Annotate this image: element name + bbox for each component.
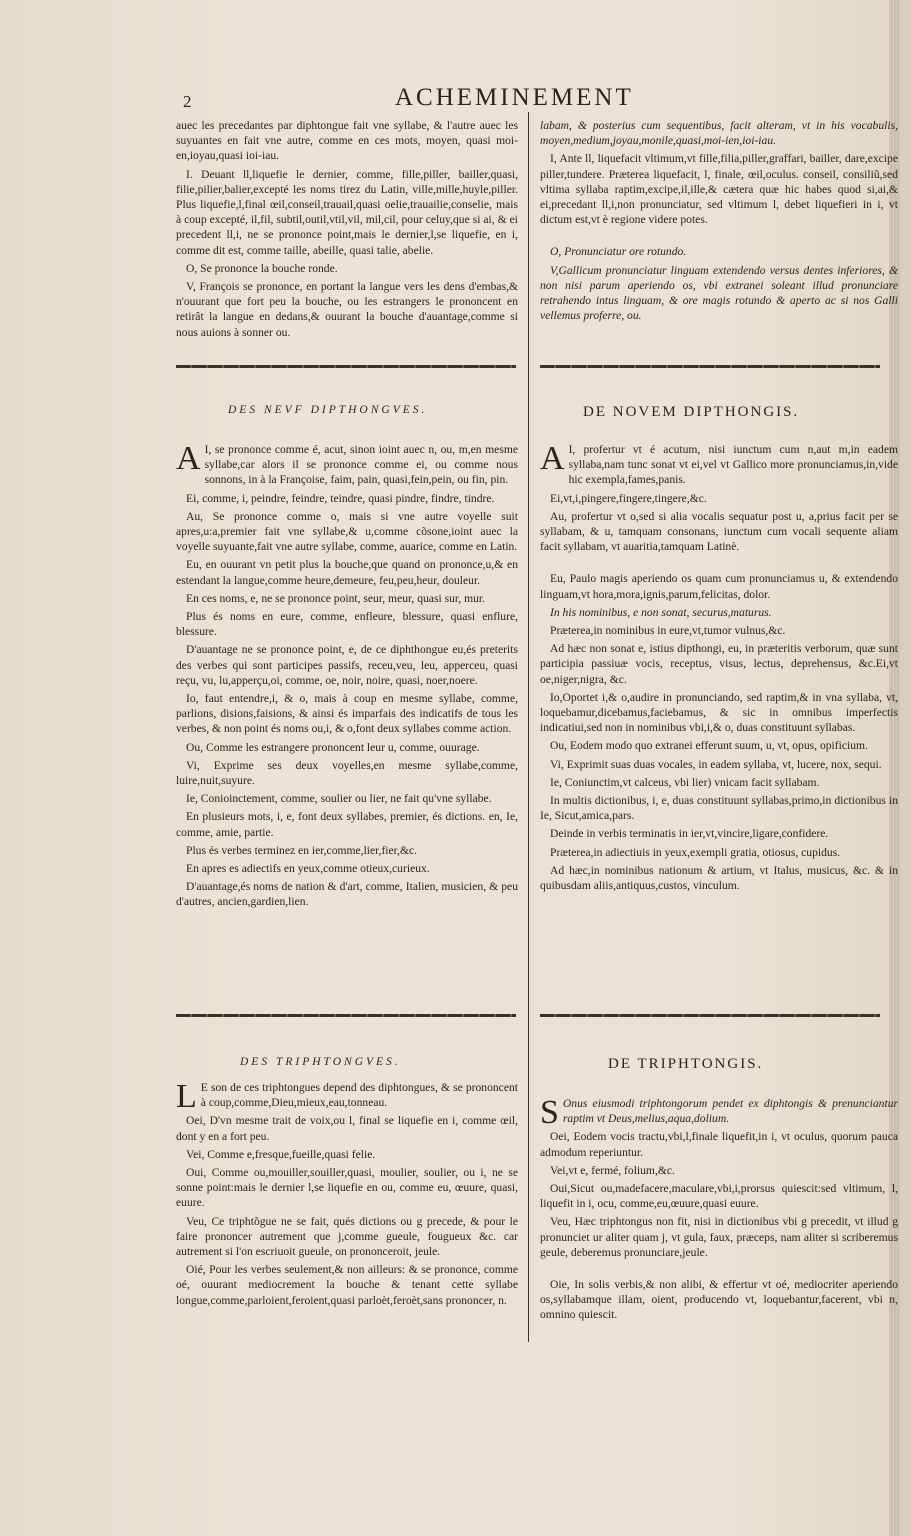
paragraph: Vi, Exprime ses deux voyelles,en mesme syllabe,comme, luire,nuit,suyure.: [176, 758, 518, 788]
paragraph: Ad hæc non sonat e, istius dipthongi, eu, in præteritis verborum, quæ sunt participia passiuæ vocis, receptus, visus, lectus, deprehensus, &c.Ei,vt oe,niger,nigra, &c.: [540, 642, 898, 686]
paragraph: O, Se prononce la bouche ronde.: [186, 261, 338, 275]
section-heading-fr: DES NEVF DIPTHONGVES.: [228, 404, 428, 416]
paragraph: auec les precedantes par diphtongue fait vne syllabe, & l'autre auec les suyuantes en fait vne autre, comme en ces mots, moyen, quasi moi-en,ioyau,quasi ioi-iau.: [176, 119, 518, 163]
paragraph: Oei, D'vn mesme trait de voix,ou l, final se liquefie en i, comme œil, dont y en a fort peu.: [176, 1114, 518, 1143]
paragraph: Io,Oportet i,& o,audire in pronunciando, sed raptim,& in vna syllaba, vt, loquebamur,dicebamus,faciebamus, & sic in omnibus imperfectis indicatiui,sed non in nominibus vbi,i,& o, duas constituunt syllabas.: [540, 690, 898, 735]
paragraph: In multis dictionibus, i, e, duas constituunt syllabas,primo,in dictionibus in Ie, Sicut,amica,pars.: [540, 794, 898, 823]
paragraph: Ie, Coniunctim,vt calceus, vbi lier) vnicam facit syllabam.: [550, 775, 820, 789]
paragraph: En ces noms, e, ne se prononce point, seur, meur, quasi sur, mur.: [186, 591, 486, 605]
left-column-diphthongs: [176, 442, 518, 913]
column-divider: [528, 112, 529, 1342]
paragraph: I, Ante ll, liquefacit vltimum,vt fille,filia,piller,graffari, bailler, dare,excipe piller,tundere. Præterea liquefacit, l, finale, œil,oculus. conseil, consiliũ,sed vltima syllaba raptim,excipe,il,ille,& cætera quæ hic habes quod si,ai,& ei,precedant ll,i,non pronunciatur, sed vltimum l, debet liquefieri in i, vt dictum est,vt è regione videre potes.: [540, 152, 898, 227]
paragraph: L E son de ces triphtongues depend des diphtongues, & se prononcent à coup,comme,Dieu,mieux,eau,tonneau.: [176, 1078, 518, 1115]
paragraph: Vei,vt e, fermé, folium,&c.: [550, 1163, 675, 1177]
section-heading-fr: DES TRIPHTONGVES.: [240, 1056, 401, 1068]
paragraph: Veu, Ce triphtõgue ne se fait, qués dictions ou g precede, & pour le faire prononcer autrement que j,comme gueule, fougueux &c. car autrement si l'on escriuoit gueule, on prononceroit, jeule.: [176, 1214, 518, 1259]
paragraph: Veu, Hæc triphtongus non fit, nisi in dictionibus vbi g precedit, vt illud g pronunciet ur aliter quam j, vt gula, faux, præceps, nam aliter si scriberemus geule, deberemus pronunciare,jeule.: [540, 1215, 898, 1259]
left-column-triphthongs: [176, 1080, 518, 1311]
paragraph: En apres es adiectifs en yeux,comme otieux,curieux.: [186, 862, 430, 876]
paragraph: S Onus eiusmodi triphtongorum pendet ex diphtongis & prenunciantur raptim vt Deus,melius,aqua,dolium.: [540, 1094, 898, 1131]
paragraph: Eu, en ouurant vn petit plus la bouche,que quand on prononce,u,& en estendant la langue,comme heure,demeure, feu,peu,heur, douleur.: [176, 558, 518, 587]
running-title: ACHEMINEMENT: [395, 84, 634, 111]
paragraph: Vi, Exprimit suas duas vocales, in eadem syllaba, vt, lucere, nox, sequi.: [550, 757, 882, 771]
paragraph: V,Gallicum pronunciatur linguam extendendo versus dentes inferiores, & non nisi parum aperiendo os, vbi extranei soleant illud pronunciare retrahendo intus linguam, & ore magis rotundo & aperto ac si nos Galli vellemus proferre, ou.: [540, 263, 898, 323]
drop-cap: A: [176, 440, 201, 477]
paragraph: Vei, Comme e,fresque,fueille,quasi felie.: [186, 1147, 376, 1161]
drop-cap: A: [540, 440, 565, 477]
paragraph: Ad hæc,in nominibus nationum & artium, vt Italus, musicus, &c. & in quibusdam aliis,antiquus,custos, vinculum.: [540, 863, 898, 893]
paragraph: I. Deuant ll,liquefie le dernier, comme, fille,piller, bailler,quasi, filie,pilier,balier,excepté les noms tirez du Latin, ville,mille,huyle,piller. Plus liquefie,l,final œil,conseil,trauail,quasi oelie,trauailie,conselie, mais à coup excepté, il,fil, subtil,outil,vtil,vil, mil,cil, pour celuy,que si ai, & ei precedent ll,i, ne se prononce point,mais le dernier,l,se liquefie, en i, comme dit est, comme taille, abeille, quasi talie, abelie.: [176, 167, 518, 257]
paragraph: Ou, Comme les estrangere prononcent leur u, comme, ouurage.: [186, 740, 480, 754]
paragraph: In his nominibus, e non sonat, securus,maturus.: [550, 605, 772, 619]
paragraph: Oei, Eodem vocis tractu,vbi,l,finale liquefit,in i, vt oculus, quorum pauca admodum reperiuntur.: [540, 1130, 898, 1159]
right-column-intro: [540, 118, 898, 326]
paragraph: Io, faut entendre,i, & o, mais à coup en mesme syllabe, comme, parlions, disions,faisions, & ainsi és imparfais des indicatifs de tous les verbes, & non point és noms ou,i, & o,font deux syllabes comme action.: [176, 692, 518, 736]
right-column-triphthongs: [540, 1096, 898, 1326]
paragraph: Deinde in verbis terminatis in ier,vt,vincire,ligare,confidere.: [550, 827, 829, 841]
paragraph: Præterea,in nominibus in eure,vt,tumor vulnus,&c.: [550, 624, 786, 638]
paragraph: O, Pronunciatur ore rotundo.: [550, 245, 687, 259]
paragraph: Plus és noms en eure, comme, enfleure, blessure, quasi enflure, blessure.: [176, 610, 518, 639]
page-number: 2: [183, 92, 192, 111]
paragraph: D'auantage,és noms de nation & d'art, comme, Italien, musicien, & peu d'autres, ancien,gardien,lien.: [176, 880, 518, 909]
paragraph: D'auantage ne se prononce point, e, de ce diphthongue eu,és preterits des verbes qui sont participes passifs, receu,veu, leu, apperceu, quasi reçu, vu, lu,apperçu,oi, comme, oe, noir, noire, quasi, noer,noere.: [176, 643, 518, 687]
section-divider: [540, 1014, 880, 1017]
paragraph: En plusieurs mots, i, e, font deux syllabes, premier, és dictions. en, Ie, comme, amie, partie.: [176, 810, 518, 839]
paragraph: Oié, Pour les verbes seulement,& non ailleurs: & se prononce, comme oé, ouurant mediocrement la bouche & tenant cette syllabe longue,comme,parloient,feroient,quasi parloèt,feroèt,sans prononcer, n.: [176, 1263, 518, 1307]
paragraph: Ou, Eodem modo quo extranei efferunt suum, u, vt, opus, opificium.: [550, 739, 868, 753]
drop-cap: S: [540, 1094, 559, 1131]
paragraph: V, François se prononce, en portant la langue vers les dens d'embas,& n'ouurant que fort peu la bouche, ou les estrangers le prononcent en retirât la langue en dedans,& ouurant la bouche d'auantage,comme si nous auions à sonner ou.: [176, 280, 518, 339]
paragraph: Ie, Conioinctement, comme, soulier ou lier, ne fait qu'vne syllabe.: [186, 792, 492, 806]
section-heading-la: DE TRIPHTONGIS.: [608, 1056, 764, 1072]
drop-cap: L: [176, 1078, 197, 1115]
paragraph: labam, & posterius cum sequentibus, facit alteram, vt in his vocabulis, moyen,medium,joyau,monile,quasi,moi-ien,ioi-iau.: [540, 119, 898, 148]
paragraph: Au, profertur vt o,sed si alia vocalis sequatur post u, a,prius facit per se syllabam, & u, tamquam consonans, iunctum cum vocali sequente aliam facit syllabam, vt auaritia,tamquam Latinè.: [540, 509, 898, 554]
paragraph: Ei,vt,i,pingere,fingere,tingere,&c.: [550, 491, 707, 505]
section-divider: [176, 1014, 516, 1017]
paragraph: Eu, Paulo magis aperiendo os quam cum pronunciamus u, & extendendo linguam,vt hora,mora,ignis,parum,felicitas, dolor.: [540, 572, 898, 601]
section-divider: [540, 365, 880, 368]
paragraph: Ei, comme, i, peindre, feindre, teindre, quasi pindre, findre, tindre.: [186, 491, 495, 505]
right-column-diphthongs: [540, 442, 898, 896]
paragraph: Oie, In solis verbis,& non alibi, & effertur vt oé, mediocriter aperiendo os,syllabamque illam, oient, producendo vt, loquebantur,facerent, vbi n, omnino quiescit.: [540, 1278, 898, 1322]
paragraph: A I, se prononce comme é, acut, sinon ioint auec n, ou, m,en mesme syllabe,car alors il se prononce comme ei, ou comme nous sonnons, in à la Françoise, faim, pain, quasi,fein,pein, ou fin, pin.: [176, 440, 518, 487]
paragraph: Oui, Comme ou,mouiller,souiller,quasi, moulier, soulier, ou i, ne se sonne point:mais le dernier l,se liquefie en ou, comme eu, œuure, quasi, euure.: [176, 1166, 518, 1210]
section-divider: [176, 365, 516, 368]
paragraph: Oui,Sicut ou,madefacere,maculare,vbi,i,prorsus quiescit:sed vltimum, l, liquefit in i, ocu, comme,eu,œuure,quasi euure.: [540, 1182, 898, 1211]
paragraph: Præterea,in adiectiuis in yeux,exempli gratia, otiosus, cupidus.: [550, 845, 841, 859]
paragraph: Plus és verbes terminez en ier,comme,lier,fier,&c.: [186, 843, 418, 857]
paragraph: Au, Se prononce comme o, mais si vne autre voyelle suit apres,u:a,premier fait vne syllabe,& u,comme cõsone,ioint auec la voyelle suyuante,fait vne autre syllabe, comme, auarice, comme en Latin.: [176, 509, 518, 554]
left-column-intro: [176, 118, 518, 343]
section-heading-la: DE NOVEM DIPTHONGIS.: [583, 404, 800, 420]
paragraph: A I, profertur vt é acutum, nisi iunctum cum n,aut m,in eadem syllaba,nam tunc sonat vt ei,vel vt Gallico more pronunciamus,in,vide hic exempla,fames,panis.: [540, 440, 898, 487]
